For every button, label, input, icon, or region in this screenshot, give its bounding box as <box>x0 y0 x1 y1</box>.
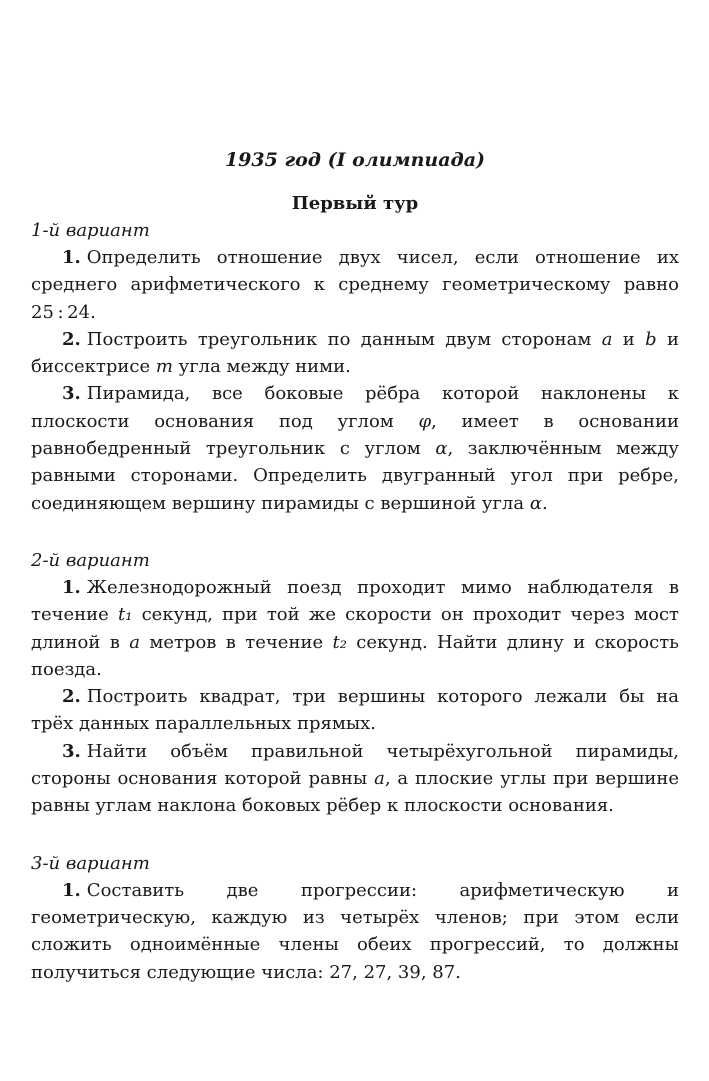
math-symbol: φ <box>418 410 432 432</box>
problem-number: 1. <box>62 247 81 268</box>
problem-number: 2. <box>62 686 81 708</box>
problem-number: 3. <box>62 383 81 405</box>
variant-label: 1-й вариант <box>31 220 150 241</box>
problem-text: Пирамида, все боковые рёбра которой наклонены к плоскости основания под углом <box>31 383 679 432</box>
problem-3-1 <box>31 877 679 986</box>
problem-text: и биссектрисе <box>31 328 679 378</box>
page-content <box>31 146 679 986</box>
problem-text: Построить квадрат, три вершины которого лежали бы на трёх данных параллельных прямых. <box>31 686 679 735</box>
math-symbol: α <box>529 492 542 514</box>
variant-label: 3-й вариант <box>31 852 150 874</box>
variant-2 <box>31 548 679 820</box>
tour-title: Первый тур <box>291 193 419 214</box>
problem-2-2 <box>31 683 679 738</box>
variant-label: 2-й вариант <box>31 549 150 571</box>
problem-text: секунд, при той же скорости он проходит через мост длиной в <box>31 604 680 653</box>
problem-text: Железнодорожный поезд проходит мимо наблюдателя в течение <box>31 576 679 626</box>
section-title: 1935 год (I олимпиада) <box>224 149 486 171</box>
variant-1 <box>31 218 679 517</box>
math-symbol: a <box>374 768 385 790</box>
variant-3 <box>31 851 679 986</box>
problem-2-3 <box>31 738 679 820</box>
math-symbol: a <box>601 328 613 350</box>
problem-text: и <box>612 328 646 350</box>
problem-text: , заключённым между равными сторонами. Определить двугранный угол при ребре, соединяющем вершину пирамиды с вершиной угла <box>31 438 679 514</box>
problem-text: угла между ними. <box>172 356 351 378</box>
problem-text: Найти объём правильной четырёхугольной пирамиды, стороны основания которой равны <box>31 740 679 790</box>
problem-text: секунд. Найти длину и скорость поезда. <box>31 631 679 680</box>
math-symbol: a <box>129 631 140 653</box>
problem-1-2 <box>31 326 679 381</box>
problem-2-1 <box>31 574 679 683</box>
math-symbol: t₁ <box>117 604 133 626</box>
problem-text: , имеет в основании равнобедренный треугольник с углом <box>31 410 679 460</box>
problem-text: , а плоские углы при вершине равны углам наклона боковых рёбер к плоскости основания. <box>31 768 679 817</box>
problem-1-3 <box>31 380 679 516</box>
math-symbol: α <box>435 438 448 460</box>
math-symbol: m <box>155 356 173 378</box>
problem-number: 1. <box>62 879 81 901</box>
math-symbol: t₂ <box>332 631 347 653</box>
problem-1-1 <box>31 244 679 326</box>
problem-number: 1. <box>62 576 81 598</box>
problem-text: метров в течение <box>139 631 333 653</box>
spacer <box>31 517 679 548</box>
spacer <box>31 820 679 851</box>
problem-text: Составить две прогрессии: арифметическую и геометрическую, каждую из четырёх членов; при этом если сложить одноимённые члены обеих прогрессий, то должны получиться следующие числа: 27, 27, 39, 87. <box>31 879 679 983</box>
problem-number: 2. <box>62 328 81 350</box>
math-symbol: b <box>645 328 657 350</box>
problem-text: Построить треугольник по данным двум сторонам <box>86 328 602 350</box>
problem-text: Определить отношение двух чисел, если отношение их среднего арифметического к среднему геометрическому равно 25 : 24. <box>31 247 679 323</box>
problem-text: . <box>541 492 548 514</box>
problem-number: 3. <box>62 740 81 762</box>
